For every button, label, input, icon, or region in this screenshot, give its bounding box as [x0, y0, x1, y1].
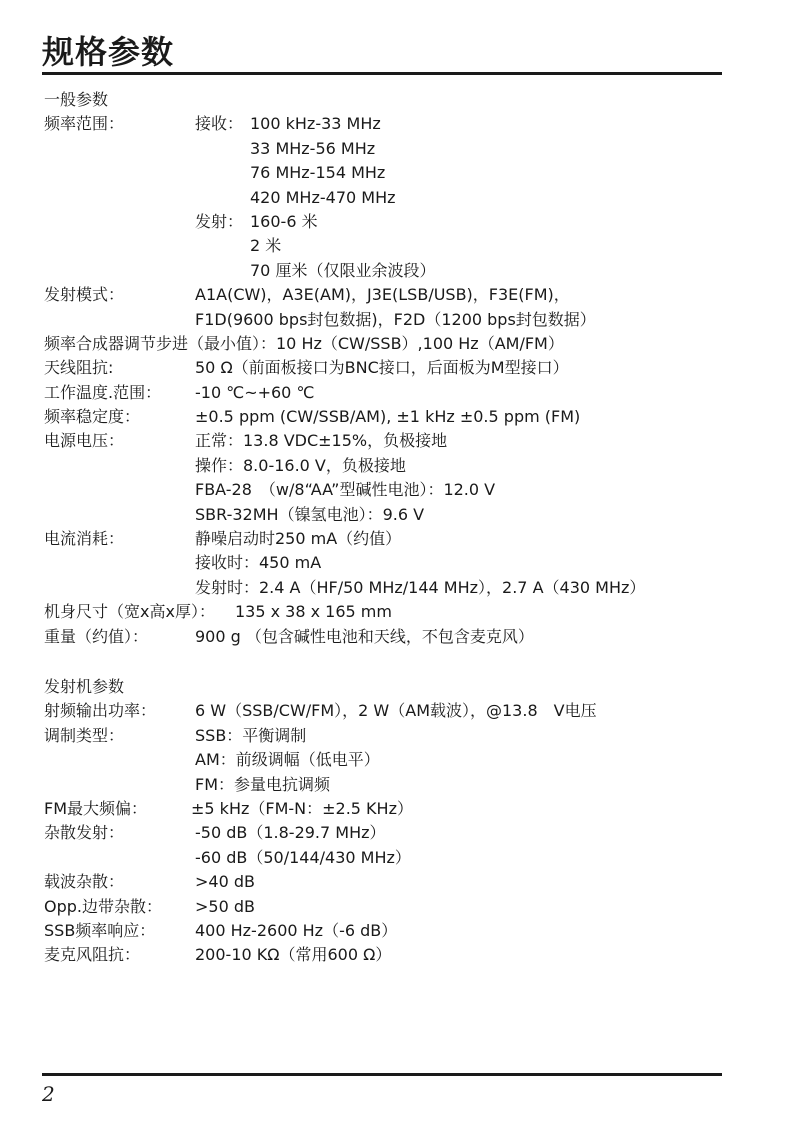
carrier-label: 载波杂散： — [44, 872, 125, 892]
spec-row — [44, 137, 744, 161]
spec-row-weight — [44, 625, 744, 649]
spurious-label: 杂散发射： — [44, 823, 125, 843]
spec-row — [44, 186, 744, 210]
spec-row — [44, 846, 744, 870]
antenna-value: 50 Ω（前面板接口为BNC接口，后面板为M型接口） — [195, 358, 569, 378]
spec-row-carrier — [44, 870, 744, 894]
tx-value: 70 厘米（仅限业余波段） — [250, 260, 436, 280]
rx-value: 76 MHz-154 MHz — [250, 163, 386, 183]
spec-row-modes — [44, 283, 744, 307]
spec-row — [44, 478, 744, 502]
spec-row — [44, 161, 744, 185]
current-value: 发射时：2.4 A（HF/50 MHz/144 MHz），2.7 A（430 MHz） — [195, 577, 646, 597]
power-label: 射频输出功率： — [44, 701, 157, 721]
spec-row-modulation — [44, 724, 744, 748]
page-title: 规格参数 — [42, 33, 175, 71]
stability-label: 频率稳定度： — [44, 407, 141, 427]
title-rule — [42, 72, 722, 75]
ssb-response-label: SSB频率响应： — [44, 920, 156, 940]
deviation-label: FM最大频偏： — [44, 798, 148, 818]
tx-value: 2 米 — [250, 236, 282, 256]
mic-impedance-label: 麦克风阻抗： — [44, 945, 141, 965]
modulation-value: AM：前级调幅（低电平） — [195, 750, 380, 770]
temp-label: 工作温度.范围： — [44, 382, 162, 402]
spurious-value: -50 dB（1.8-29.7 MHz） — [195, 823, 386, 843]
tx-label: 发射： — [195, 211, 244, 231]
spec-row — [44, 234, 744, 258]
size-label: 机身尺寸（宽x高x厚）： — [44, 602, 215, 622]
modulation-value: SSB：平衡调制 — [195, 725, 307, 745]
section-heading-general — [44, 88, 744, 112]
stability-value: ±0.5 ppm (CW/SSB/AM), ±1 kHz ±0.5 ppm (FM) — [195, 407, 581, 427]
section-gap — [44, 649, 744, 675]
page-number: 2 — [42, 1082, 55, 1106]
spec-row-mic-impedance — [44, 943, 744, 967]
modes-label: 发射模式： — [44, 285, 125, 305]
spec-row-tx — [44, 210, 744, 234]
spec-row-size — [44, 600, 744, 624]
rx-label: 接收： — [195, 114, 244, 134]
current-value: 接收时：450 mA — [195, 553, 322, 573]
freq-range-label: 频率范围： — [44, 114, 125, 134]
deviation-value: ±5 kHz（FM-N：±2.5 KHz） — [191, 798, 413, 818]
opp-sideband-label: Opp.边带杂散： — [44, 896, 162, 916]
modulation-value: FM：参量电抗调频 — [195, 774, 331, 794]
rx-value: 100 kHz-33 MHz — [250, 114, 381, 134]
spec-row-temp — [44, 381, 744, 405]
footer-rule — [42, 1073, 722, 1076]
weight-value: 900 g （包含碱性电池和天线，不包含麦克风） — [195, 626, 534, 646]
spec-row-synth-step — [44, 332, 744, 356]
supply-value: SBR-32MH（镍氢电池）：9.6 V — [195, 504, 425, 524]
spec-row-stability — [44, 405, 744, 429]
spec-row — [44, 503, 744, 527]
modulation-label: 调制类型： — [44, 725, 125, 745]
spec-row-power — [44, 699, 744, 723]
spec-row-antenna — [44, 356, 744, 380]
mic-impedance-value: 200-10 KΩ（常用600 Ω） — [195, 945, 392, 965]
power-value: 6 W（SSB/CW/FM），2 W（AM载波），@13.8 V电压 — [195, 701, 597, 721]
supply-value: FBA-28 （w/8“AA”型碱性电池）：12.0 V — [195, 480, 496, 500]
current-value: 静噪启动时250 mA（约值） — [195, 529, 402, 549]
antenna-label: 天线阻抗: — [44, 358, 114, 378]
spec-row-ssb-response — [44, 919, 744, 943]
spec-content — [44, 88, 744, 968]
spec-row — [44, 308, 744, 332]
spec-row — [44, 454, 744, 478]
current-label: 电流消耗： — [44, 529, 125, 549]
spec-row — [44, 551, 744, 575]
size-value: 135 x 38 x 165 mm — [235, 602, 392, 622]
spec-row-freq-range — [44, 112, 744, 136]
rx-value: 420 MHz-470 MHz — [250, 187, 396, 207]
tx-value: 160-6 米 — [250, 211, 318, 231]
opp-sideband-value: >50 dB — [195, 896, 255, 916]
supply-value: 正常：13.8 VDC±15%，负极接地 — [195, 431, 448, 451]
spec-row-supply — [44, 429, 744, 453]
spec-row — [44, 748, 744, 772]
temp-value: -10 ℃~+60 ℃ — [195, 382, 315, 402]
weight-label: 重量（约值）： — [44, 626, 149, 646]
transmitter-heading: 发射机参数 — [44, 676, 125, 696]
modes-value: F1D(9600 bps封包数据)，F2D（1200 bps封包数据） — [195, 309, 596, 329]
supply-value: 操作：8.0-16.0 V，负极接地 — [195, 455, 406, 475]
modes-value: A1A(CW)，A3E(AM)，J3E(LSB/USB)，F3E(FM)， — [195, 285, 570, 305]
section-heading-transmitter — [44, 675, 744, 699]
carrier-value: >40 dB — [195, 872, 255, 892]
supply-label: 电源电压： — [44, 431, 125, 451]
rx-value: 33 MHz-56 MHz — [250, 138, 376, 158]
general-heading: 一般参数 — [44, 90, 109, 109]
ssb-response-value: 400 Hz-2600 Hz（-6 dB） — [195, 920, 398, 940]
spurious-value: -60 dB（50/144/430 MHz） — [195, 847, 411, 867]
spec-row — [44, 259, 744, 283]
spec-row-opp-sideband — [44, 895, 744, 919]
spec-row-current — [44, 527, 744, 551]
spec-row — [44, 576, 744, 600]
spec-row-deviation — [44, 797, 744, 821]
synth-step-text: 频率合成器调节步进（最小值）：10 Hz（CW/SSB）,100 Hz（AM/FM） — [44, 333, 564, 353]
spec-row-spurious — [44, 821, 744, 845]
spec-row — [44, 773, 744, 797]
